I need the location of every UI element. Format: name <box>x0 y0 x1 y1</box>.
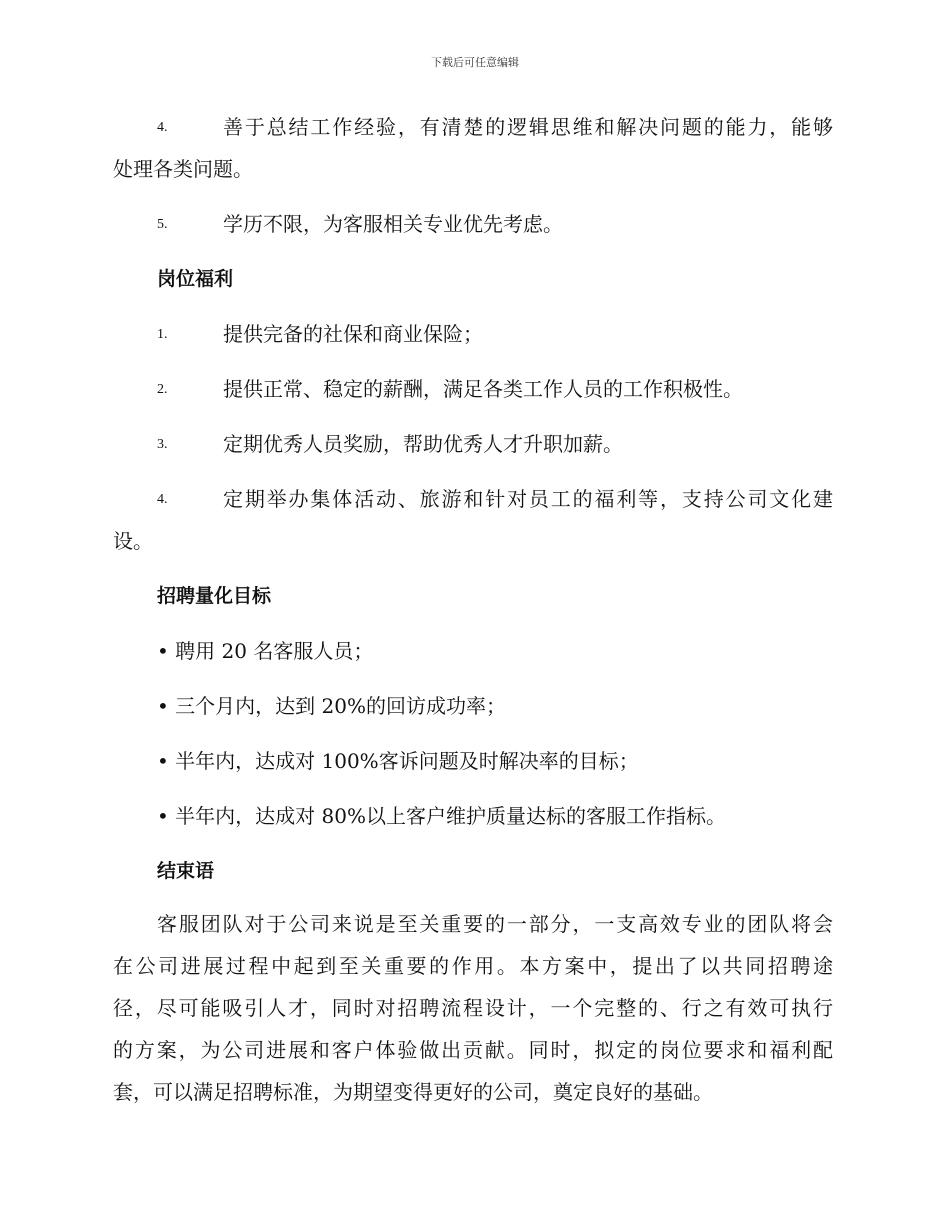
list-number: 2. <box>157 382 168 397</box>
section-heading-conclusion: 结束语 <box>157 860 215 882</box>
section-heading-targets: 招聘量化目标 <box>157 585 272 607</box>
list-number: 1. <box>157 327 168 342</box>
benefit-text: 定期举办集体活动、旅游和针对员工的福利等，支持公司文化建 <box>223 487 833 511</box>
target-item: • 聘用 20 名客服人员； <box>157 639 374 663</box>
list-number: 4. <box>157 120 168 135</box>
requirement-text: 善于总结工作经验，有清楚的逻辑思维和解决问题的能力，能够 <box>223 115 833 139</box>
list-number: 4. <box>157 492 168 507</box>
benefit-text: 提供完备的社保和商业保险； <box>223 322 483 346</box>
benefit-text-cont: 设。 <box>113 529 153 553</box>
benefit-text: 定期优秀人员奖励，帮助优秀人才升职加薪。 <box>223 432 623 456</box>
list-number: 3. <box>157 437 168 452</box>
conclusion-line: 套，可以满足招聘标准，为期望变得更好的公司，奠定良好的基础。 <box>113 1080 713 1104</box>
list-number: 5. <box>157 217 168 232</box>
conclusion-line: 径，尽可能吸引人才，同时对招聘流程设计，一个完整的、行之有效可执行 <box>113 996 833 1020</box>
target-item: • 半年内，达成对 100%客诉问题及时解决率的目标； <box>157 749 639 773</box>
requirement-text: 学历不限，为客服相关专业优先考虑。 <box>223 212 563 236</box>
target-item: • 半年内，达成对 80%以上客户维护质量达标的客服工作指标。 <box>157 804 726 828</box>
target-item: • 三个月内，达到 20%的回访成功率； <box>157 694 506 718</box>
section-heading-benefits: 岗位福利 <box>157 268 234 290</box>
page-header: 下载后可任意编辑 <box>431 56 519 69</box>
benefit-text: 提供正常、稳定的薪酬，满足各类工作人员的工作积极性。 <box>223 377 743 401</box>
conclusion-line: 客服团队对于公司来说是至关重要的一部分，一支高效专业的团队将会 <box>157 912 833 936</box>
conclusion-line: 在公司进展过程中起到至关重要的作用。本方案中，提出了以共同招聘途 <box>113 954 833 978</box>
requirement-text-cont: 处理各类问题。 <box>113 157 253 181</box>
conclusion-line: 的方案，为公司进展和客户体验做出贡献。同时，拟定的岗位要求和福利配 <box>113 1038 833 1062</box>
